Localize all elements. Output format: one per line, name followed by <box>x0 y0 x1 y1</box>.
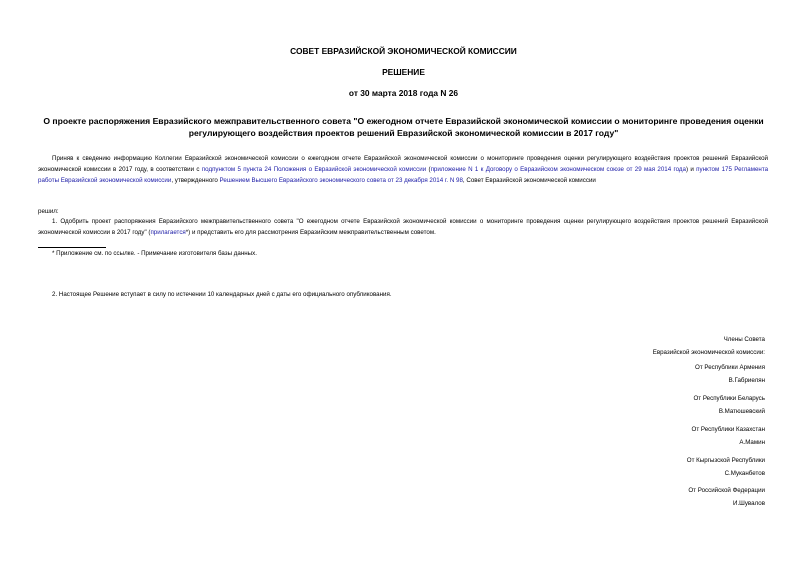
preamble-text-4: , утвержденного <box>171 176 220 184</box>
signature-country: От Республики Беларусь <box>693 395 765 402</box>
preamble-text-3: ) и <box>685 165 697 173</box>
signature-block <box>687 455 765 480</box>
organization-title: СОВЕТ ЕВРАЗИЙСКОЙ ЭКОНОМИЧЕСКОЙ КОМИССИИ <box>290 46 517 56</box>
signature-name: В.Габриелян <box>728 376 765 384</box>
signatures-members-label <box>653 334 765 359</box>
preamble-text-1: Приняв к сведению информацию Коллегии Евразийской экономической комиссии о ежегодном отчете Евразийской экономической комиссии о мониторинге проведения оценки регулирующего воздействия проектов решений Евразийской экономической комиссии в 2017 году, в соответствии с <box>38 155 768 173</box>
members-line-2: Евразийской экономической комиссии: <box>652 348 765 356</box>
link-rules-of-procedure[interactable]: пунктом 175 Регламента работы Евразийской экономической комиссии <box>38 165 769 184</box>
document-type: РЕШЕНИЕ <box>382 67 425 77</box>
signature-block <box>693 393 765 418</box>
link-treaty-annex[interactable]: приложение N 1 к Договору о Евразийском экономическом союзе от 29 мая 2014 года <box>430 165 686 173</box>
signature-country: От Республики Казахстан <box>691 426 765 433</box>
preamble-text-2: ( <box>426 165 431 173</box>
signature-name: А.Мамин <box>739 438 765 446</box>
item-1-text-2: *) и представить его для рассмотрения Евразийским межправительственным советом. <box>185 228 436 236</box>
document-date-number: от 30 марта 2018 года N 26 <box>348 88 459 98</box>
signature-name: В.Матюшевский <box>718 407 765 415</box>
signature-block <box>688 485 765 510</box>
signature-name: С.Муканбетов <box>724 469 765 477</box>
item-1-text-1: 1. Одобрить проект распоряжения Евразийского межправительственного совета "О ежегодном отчете Евразийской экономической комиссии о мониторинге проведения оценки регулирующего воздействия проектов решений Евразийской экономической комиссии в 2017 году" ( <box>38 218 768 236</box>
signature-country: От Кыргызской Республики <box>686 457 765 464</box>
item-1-paragraph <box>38 217 768 239</box>
link-regulation-article[interactable]: подпунктом 5 пункта 24 Положения о Евразийской экономической комиссии <box>201 165 427 173</box>
signature-name: И.Шувалов <box>733 499 765 507</box>
footnote-divider <box>38 247 106 248</box>
signature-country: От Республики Армения <box>695 364 765 371</box>
preamble-text-5: , Совет Евразийской экономической комиссии <box>462 176 596 184</box>
signature-country: От Российской Федерации <box>688 487 765 494</box>
preamble-paragraph <box>38 154 768 186</box>
item-2-paragraph: 2. Настоящее Решение вступает в силу по истечении 10 календарных дней с даты его официального опубликования. <box>52 291 392 298</box>
footnote: * Приложение см. по ссылке. - Примечание изготовителя базы данных. <box>52 250 257 257</box>
resolved-label: решил: <box>38 208 59 215</box>
signature-block <box>692 424 765 449</box>
link-attached[interactable]: прилагается <box>150 228 186 236</box>
link-supreme-council-decision[interactable]: Решением Высшего Евразийского экономического совета от 23 декабря 2014 г. N 98 <box>219 176 463 184</box>
document-subject: О проекте распоряжения Евразийского межправительственного совета "О ежегодном отчете Евразийской экономической комиссии о мониторинге проведения оценки регулирующего воздействия проектов решений Евразийской экономической комиссии в 2017 году" <box>43 116 764 138</box>
members-line-1: Члены Совета <box>723 336 765 343</box>
signature-block <box>695 362 765 387</box>
